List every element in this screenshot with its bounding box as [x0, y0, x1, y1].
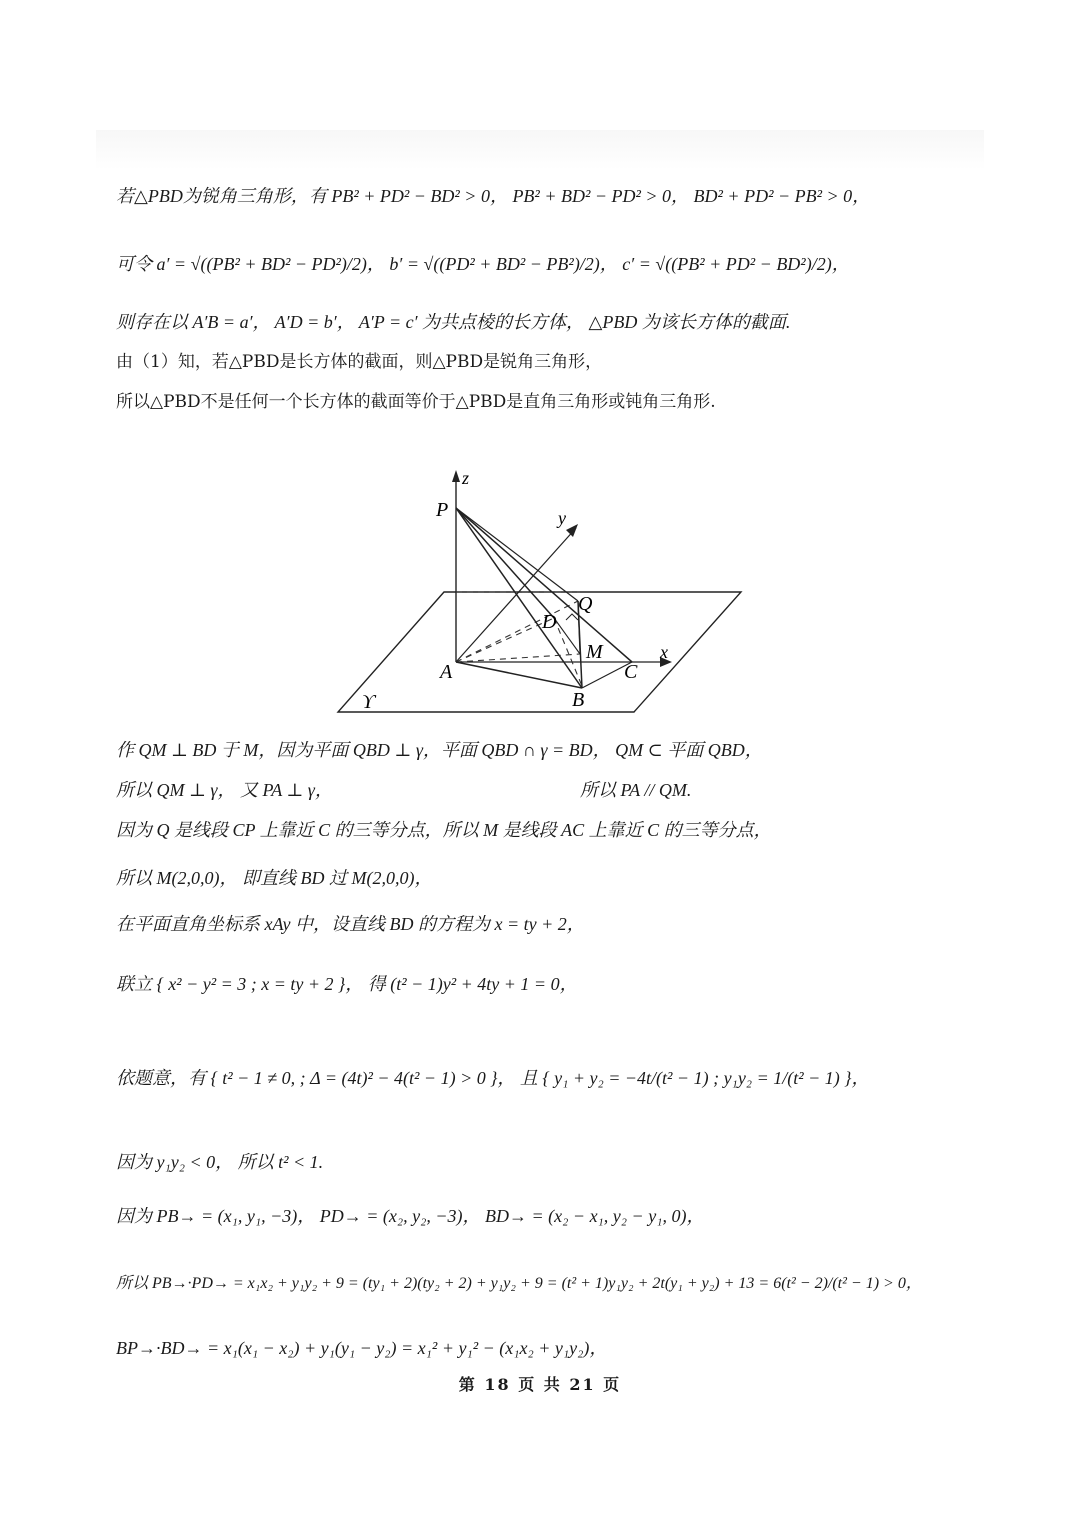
text-line-4: 由（1）知，若△PBD是长方体的截面，则△PBD是锐角三角形，: [116, 352, 603, 372]
label-z: z: [462, 468, 470, 488]
edge-PB: [456, 508, 582, 688]
text-line-11: 联立 { x² − y² = 3 ; x = ty + 2 }， 得 (t² − 1)y² + 4ty + 1 = 0，: [116, 974, 578, 994]
text-line-15: 所以 PB→·PD→ = x₁x₂ + y₁y₂ + 9 = (ty₁ + 2)(ty₂ + 2) + y₁y₂ + 9 = (t² + 1)y₁y₂ + 2t(y₁ + y₂) + 13 = 6(t² − 2)/(t² − 1) > 0，: [116, 1275, 922, 1292]
label-x: x: [660, 642, 668, 662]
text-line-2: 可令 a′ = √((PB² + BD² − PD²)/2)， b′ = √((PD² + BD² − PB²)/2)， c′ = √((PB² + PD² − BD²)/2)，: [116, 254, 850, 274]
edge-AB: [456, 662, 582, 688]
text-line-12: 依题意，有 { t² − 1 ≠ 0, ; Δ = (4t)² − 4(t² − 1) > 0 }， 且 { y₁ + y₂ = −4t/(t² − 1) ; y₁y₂ = 1/(t² − 1) }，: [116, 1068, 870, 1088]
z-arrow-icon: [452, 470, 460, 482]
label-C: C: [624, 661, 638, 683]
label-B: B: [572, 689, 585, 711]
text-line-9: 所以 M(2,0,0)， 即直线 BD 过 M(2,0,0)，: [116, 868, 433, 888]
text-line-3: 则存在以 A′B = a′， A′D = b′， A′P = c′ 为共点棱的长方体， △PBD 为该长方体的截面.: [116, 312, 791, 332]
text-line-13: 因为 y₁y₂ < 0， 所以 t² < 1.: [116, 1152, 324, 1172]
label-D: D: [542, 611, 557, 633]
label-y: y: [558, 508, 566, 528]
dashed-AD: [456, 618, 554, 662]
label-plane-gamma: ϒ: [362, 691, 375, 713]
scan-shadow-band: [96, 130, 984, 170]
text-line-5: 所以△PBD不是任何一个长方体的截面等价于△PBD是直角三角形或钝角三角形.: [116, 392, 716, 412]
geometry-figure: [330, 466, 750, 722]
label-P: P: [436, 499, 449, 521]
text-line-14: 因为 PB→ = (x₁, y₁, −3)， PD→ = (x₂, y₂, −3)， BD→ = (x₂ − x₁, y₂ − y₁, 0)，: [116, 1206, 705, 1226]
y-arrow-icon: [566, 524, 578, 537]
text-line-16: BP→·BD→ = x₁(x₁ − x₂) + y₁(y₁ − y₂) = x₁² + y₁² − (x₁x₂ + y₁y₂)，: [116, 1338, 608, 1358]
text-line-6: 作 QM ⊥ BD 于 M，因为平面 QBD ⊥ γ，平面 QBD ∩ γ = BD， QM ⊂ 平面 QBD，: [116, 740, 763, 760]
text-line-7: 所以 QM ⊥ γ， 又 PA ⊥ γ，: [116, 780, 333, 800]
text-line-10: 在平面直角坐标系 xAy 中，设直线 BD 的方程为 x = ty + 2，: [116, 914, 585, 934]
label-A: A: [440, 661, 453, 683]
label-M: M: [586, 641, 603, 663]
text-line-7b: 所以 PA // QM.: [580, 780, 692, 800]
text-line-8: 因为 Q 是线段 CP 上靠近 C 的三等分点，所以 M 是线段 AC 上靠近 C 的三等分点，: [116, 820, 772, 840]
label-Q: Q: [578, 593, 593, 615]
text-line-1: 若△PBD为锐角三角形，有 PB² + PD² − BD² > 0， PB² + BD² − PD² > 0， BD² + PD² − PB² > 0，: [116, 186, 871, 206]
dashed-DB: [554, 618, 582, 686]
edge-PC: [456, 508, 632, 662]
page-footer: 第 18 页 共 21 页: [458, 1375, 622, 1394]
edge-PD: [456, 508, 554, 618]
right-angle-mark: [566, 614, 578, 620]
plane-gamma: [338, 592, 741, 712]
